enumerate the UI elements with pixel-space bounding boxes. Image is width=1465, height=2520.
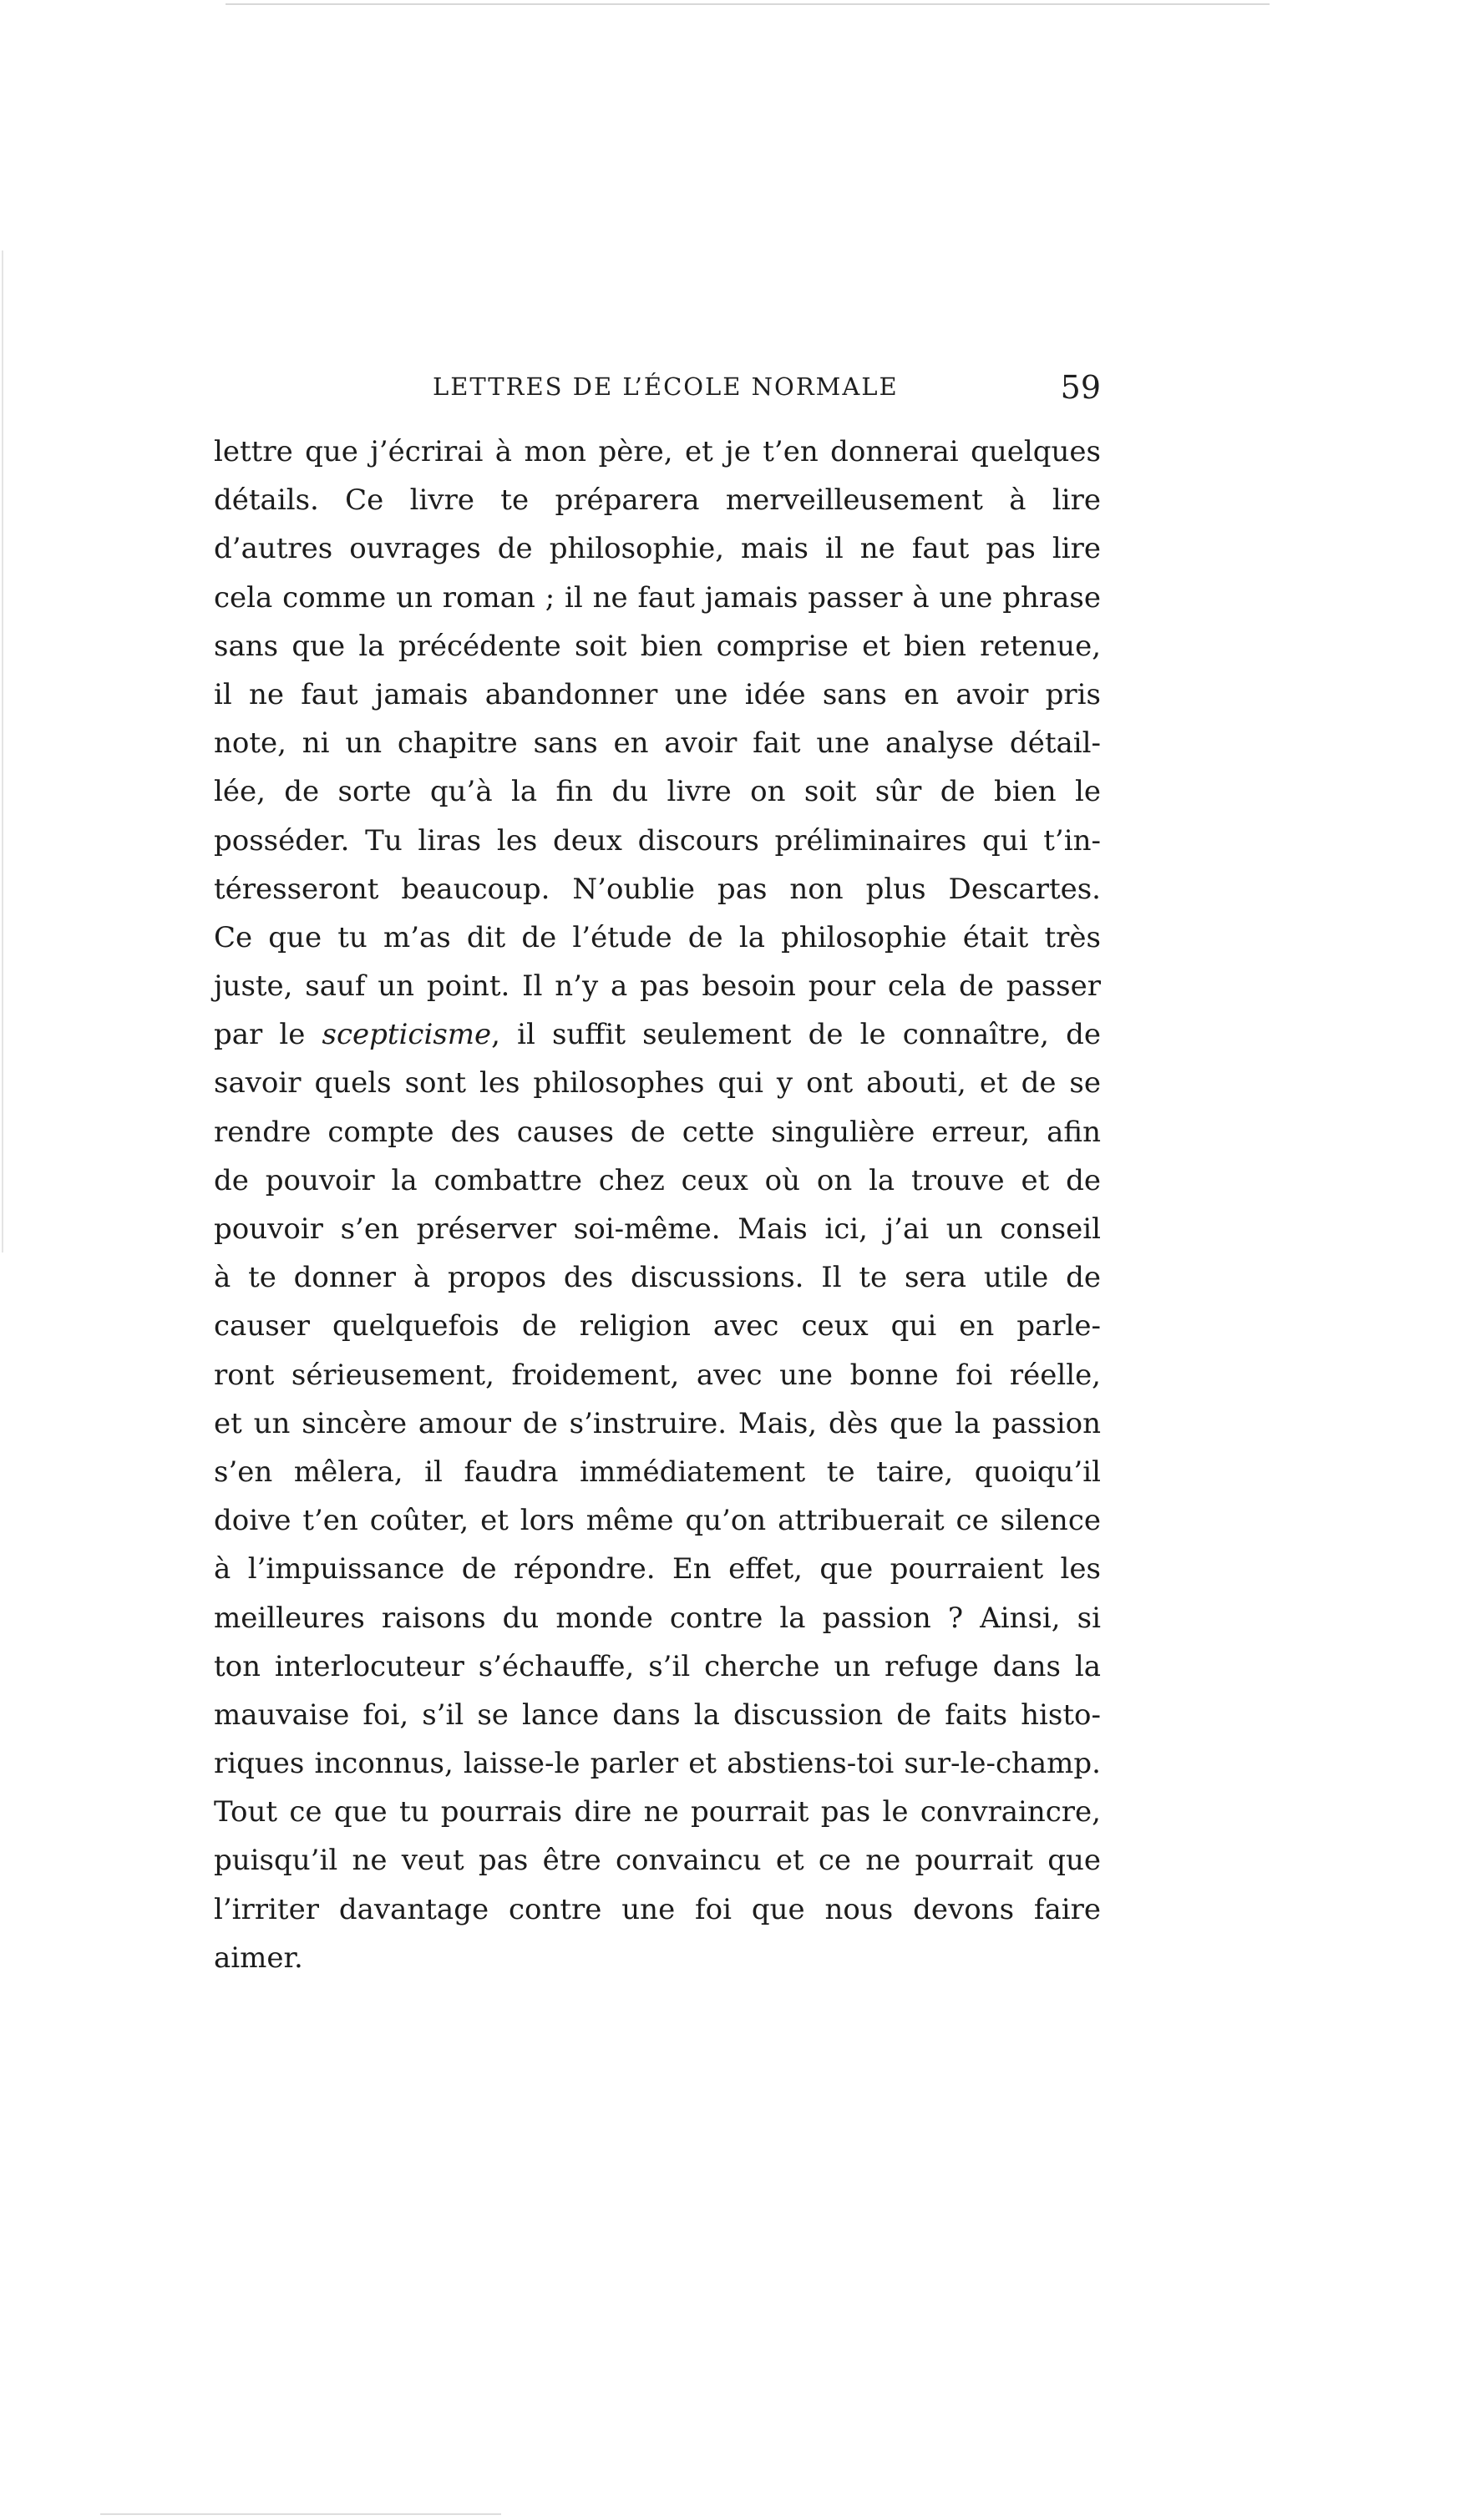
scan-artifact-left [2,250,3,1252]
text-line-9: posséder. Tu liras les deux discours préliminaires qui t’in- [214,823,1101,858]
italic-word-scepticisme: scepticisme [322,1018,492,1052]
text-line-19: causer quelquefois de religion avec ceux qui en parle- [214,1309,1101,1343]
text-line-23: doive t’en coûter, et lors même qu’on attribuerait ce silence [214,1504,1101,1538]
text-line-25: meilleures raisons du monde contre la passion ? Ainsi, si [214,1601,1101,1635]
text-line-15: rendre compte des causes de cette singulière erreur, afin [214,1115,1101,1149]
text-line-3: d’autres ouvrages de philosophie, mais il ne faut pas lire [214,532,1101,566]
text-line-11: Ce que tu m’as dit de l’étude de la philosophie était très [214,920,1101,954]
text-line-2: détails. Ce livre te préparera merveilleusement à lire [214,483,1101,518]
text-line-32: aimer. [214,1941,303,1975]
text-line-14: savoir quels sont les philosophes qui y ont abouti, et de se [214,1066,1101,1101]
text-line-24: à l’impuissance de répondre. En effet, que pourraient les [214,1552,1101,1586]
scan-artifact-bottom [100,2513,501,2515]
scan-artifact-top [226,3,1270,5]
text-line-17: pouvoir s’en préserver soi-même. Mais ici, j’ai un conseil [214,1212,1101,1246]
text-line-7: note, ni un chapitre sans en avoir fait une analyse détail- [214,726,1101,761]
text-line-13 [214,1010,1101,1059]
text-line-5: sans que la précédente soit bien comprise et bien retenue, [214,629,1101,663]
text-line-22: s’en mêlera, il faudra immédiatement te taire, quoiqu’il [214,1455,1101,1489]
text-line-12: juste, sauf un point. Il n’y a pas besoin pour cela de passer [214,969,1101,1004]
text-line-30: puisqu’il ne veut pas être convaincu et ce ne pourrait que [214,1844,1101,1878]
text-line-28: riques inconnus, laisse-le parler et abstiens-toi sur-le-champ. [214,1747,1101,1781]
text-line-1: lettre que j’écrirai à mon père, et je t’en donnerai quelques [214,435,1101,468]
text-line-13-end: , il suffit seulement de le connaître, de [491,1018,1101,1052]
running-title: LETTRES DE L’ÉCOLE NORMALE [433,372,899,401]
text-line-16: de pouvoir la combattre chez ceux où on la trouve et de [214,1163,1101,1197]
text-line-21: et un sincère amour de s’instruire. Mais, dès que la passion [214,1406,1101,1440]
text-line-18: à te donner à propos des discussions. Il te sera utile de [214,1261,1101,1295]
text-line-6: il ne faut jamais abandonner une idée sans en avoir pris [214,677,1101,711]
text-line-13-start: par le [214,1018,322,1052]
text-line-8: lée, de sorte qu’à la fin du livre on soit sûr de bien le [214,775,1101,809]
running-head [214,369,1101,411]
text-line-31: l’irriter davantage contre une foi que nous devons faire [214,1892,1101,1926]
text-line-4: cela comme un roman ; il ne faut jamais passer à une phrase [214,580,1101,615]
text-line-29: Tout ce que tu pourrais dire ne pourrait pas le convraincre, [214,1795,1101,1829]
text-line-26: ton interlocuteur s’échauffe, s’il cherche un refuge dans la [214,1649,1101,1683]
text-line-27: mauvaise foi, s’il se lance dans la discussion de faits histo- [214,1698,1101,1732]
text-line-20: ront sérieusement, froidement, avec une bonne foi réelle, [214,1358,1101,1392]
text-line-10: téresseront beaucoup. N’oublie pas non plus Descartes. [214,872,1101,906]
page-number: 59 [1060,369,1101,406]
body-text [214,428,1101,1982]
